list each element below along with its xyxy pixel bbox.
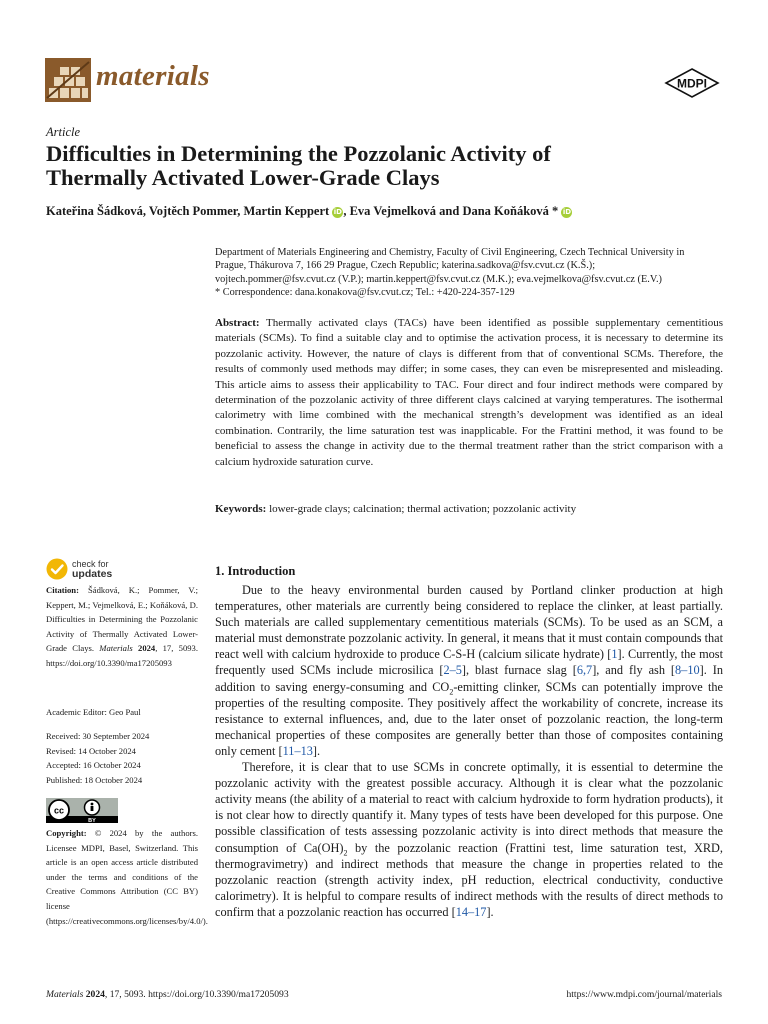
check-text-line-1: check for [72, 559, 109, 569]
check-text-line-2: updates [72, 568, 113, 580]
citation-link[interactable]: 8–10 [675, 663, 700, 678]
orcid-icon[interactable]: iD [562, 208, 572, 216]
abstract [215, 316, 723, 470]
citation-link[interactable]: 1 [611, 647, 618, 662]
affiliations [215, 246, 725, 300]
mdpi-logo [664, 68, 720, 98]
citation-journal: Materials [99, 643, 133, 654]
date-accepted: Accepted: 16 October 2024 [46, 760, 141, 771]
journal-name: materials [96, 60, 210, 92]
keywords-label: Keywords: [215, 503, 267, 515]
affiliation-line: vojtech.pommer@fsv.cvut.cz (V.P.); martin.keppert@fsv.cvut.cz (M.K.); eva.vejmelkova@fsv.cvut.cz (E.V.) [215, 273, 662, 285]
cc-by-text: BY [88, 818, 96, 823]
footer-journal: Materials [46, 989, 84, 1000]
correspondence-line: * Correspondence: dana.konakova@fsv.cvut.cz; Tel.: +420-224-357-129 [215, 287, 515, 299]
introduction-body [215, 582, 723, 920]
abstract-label: Abstract: [215, 317, 260, 329]
title-line-1: Difficulties in Determining the Pozzolanic Activity of [46, 141, 551, 166]
check-for-updates-icon [46, 558, 68, 580]
academic-editor: Academic Editor: Geo Paul [46, 707, 141, 717]
affiliation-line: Department of Materials Engineering and Chemistry, Faculty of Civil Engineering, Czech Technical University in [215, 247, 685, 258]
citation-link[interactable]: 14–17 [455, 904, 487, 919]
mdpi-logo-text: MDPI [677, 76, 707, 91]
citation-link[interactable]: 6,7 [576, 663, 593, 678]
keywords [215, 503, 723, 515]
citation-block [46, 583, 198, 671]
citation-year: 2024 [138, 643, 156, 654]
footer-doi[interactable]: , 17, 5093. https://doi.org/10.3390/ma17205093 [104, 989, 289, 1000]
date-revised: Revised: 14 October 2024 [46, 745, 136, 756]
paragraph: Due to the heavy environmental burden caused by Portland clinker production at high temperatures, other materials are currently being considered to replace the clinker, at least partially. Such materials are called supplementary cementitious materials (SCMs). To be used as an SCM, a material must demonstrate pozzolanic activity. In general, it means that it must contain compounds that react well with calcium hydroxide to produce C-S-H (calcium silicate hydrate) [1]. Currently, the most frequently used SCMs include microsilica [2–5], blast furnace slag [6,7], and fly ash [8–10]. In addition to saving energy-consuming and $CO_2$-emitting clinker, SCMs can potentially improve the properties of the resulting composite. They positively affect the workability of concrete, increase its resistance to external influences, and, due to the later onset of pozzolanic reaction, the long-term mechanical properties of these composites are generally better than those of composites containing only cement [11–13]. [215, 583, 724, 758]
citation-label: Citation: [46, 585, 79, 595]
date-published: Published: 18 October 2024 [46, 774, 143, 785]
paragraph: Therefore, it is clear that to use SCMs in concrete optimally, it is essential to determine the pozzolanic activity with the greatest possible accuracy. Although it is clear what the pozzolanic activity means (the ability of a material to react with calcium hydroxide to form hydration products), it is not clear how to directly quantify it. Many types of tests have been developed for this purpose. One possible classification of tests assessing pozzolanic activity is into direct methods that measure the consumption of $Ca(OH)_2$ by the pozzolanic reaction (Frattini test, lime saturation test, XRD, thermogravimetry) and indirect methods that measure the change in properties related to the pozzolanic reaction (strength activity index, pH reduction, electrical conductivity, conductive calorimetry). It is helpful to compare results of indirect methods with the results of direct methods to confirm that a pozzolanic reaction has occurred [14–17]. [215, 760, 723, 919]
abstract-text: Thermally activated clays (TACs) have been identified as possible supplementary cementitious materials (SCMs). To find a suitable clay and to optimise the activation process, it is necessary to determine its pozzolanic activity. However, the nature of clays is different from that of conventional SCMs. Therefore, the results of commonly used methods may differ; in some cases, they can even be misrepresented and misleading. This article aims to assess their applicability to TAC. Four direct and four indirect methods were compared by determination of the pozzolanic activity of three different clays calcined at varying temperatures. The isothermal calorimetry with lime combined with the mechanical strength’s development was identified as an ideal combination. Contrarily, the lime saturation test was inapplicable. For the Frattini method, it was found to be beneficial to assess the change in activity due to the thermal treatment rather than the strict comparison with a calcium hydroxide saturation curve. [215, 317, 723, 468]
materials-logo-icon [45, 58, 91, 102]
citation-link[interactable]: 11–13 [282, 743, 313, 758]
orcid-icon[interactable]: iD [333, 208, 342, 216]
authors-part-2: , Eva Vejmelková and Dana Koňáková * [343, 204, 559, 218]
footer-year: 2024 [85, 989, 105, 1000]
authors-part-1: Kateřina Šádková, Vojtěch Pommer, Martin Keppert [46, 204, 330, 218]
footer-citation [46, 989, 289, 1000]
affiliation-line: Prague, Thákurova 7, 166 29 Prague, Czech Republic; katerina.sadkova@fsv.cvut.cz (K.Š.); [215, 260, 596, 272]
citation-text: Šádková, K.; Pommer, V.; Keppert, M.; Vejmelková, E.; Koňáková, D. Difficulties in Determining the Pozzolanic Activity of Thermally Activated Lower-Grade Clays. [46, 585, 198, 654]
citation-link[interactable]: 2–5 [443, 663, 462, 678]
article-type: Article [46, 125, 81, 139]
check-for-updates-badge[interactable] [46, 558, 156, 582]
section-heading: 1. Introduction [215, 564, 296, 578]
copyright-block [46, 826, 208, 928]
title-line-2: Thermally Activated Lower-Grade Clays [46, 165, 440, 190]
cc-by-license-icon[interactable] [46, 798, 118, 823]
footer-journal-url[interactable]: https://www.mdpi.com/journal/materials [566, 989, 722, 1000]
citation-rest[interactable]: , 17, 5093. https://doi.org/10.3390/ma17205093 [46, 643, 198, 668]
keywords-text: lower-grade clays; calcination; thermal activation; pozzolanic activity [269, 503, 577, 515]
date-received: Received: 30 September 2024 [46, 731, 150, 741]
copyright-text: © 2024 by the authors. Licensee MDPI, Basel, Switzerland. This article is an open access article distributed under the terms and conditions of the Creative Commons Attribution (CC BY) license (https://creativecommons.org/licenses/by/4.0/). [46, 828, 208, 926]
article-title [46, 142, 726, 190]
author-list [46, 204, 746, 219]
dates-block [46, 729, 198, 787]
svg-text:cc: cc [53, 805, 65, 816]
copyright-label: Copyright: [46, 828, 87, 838]
